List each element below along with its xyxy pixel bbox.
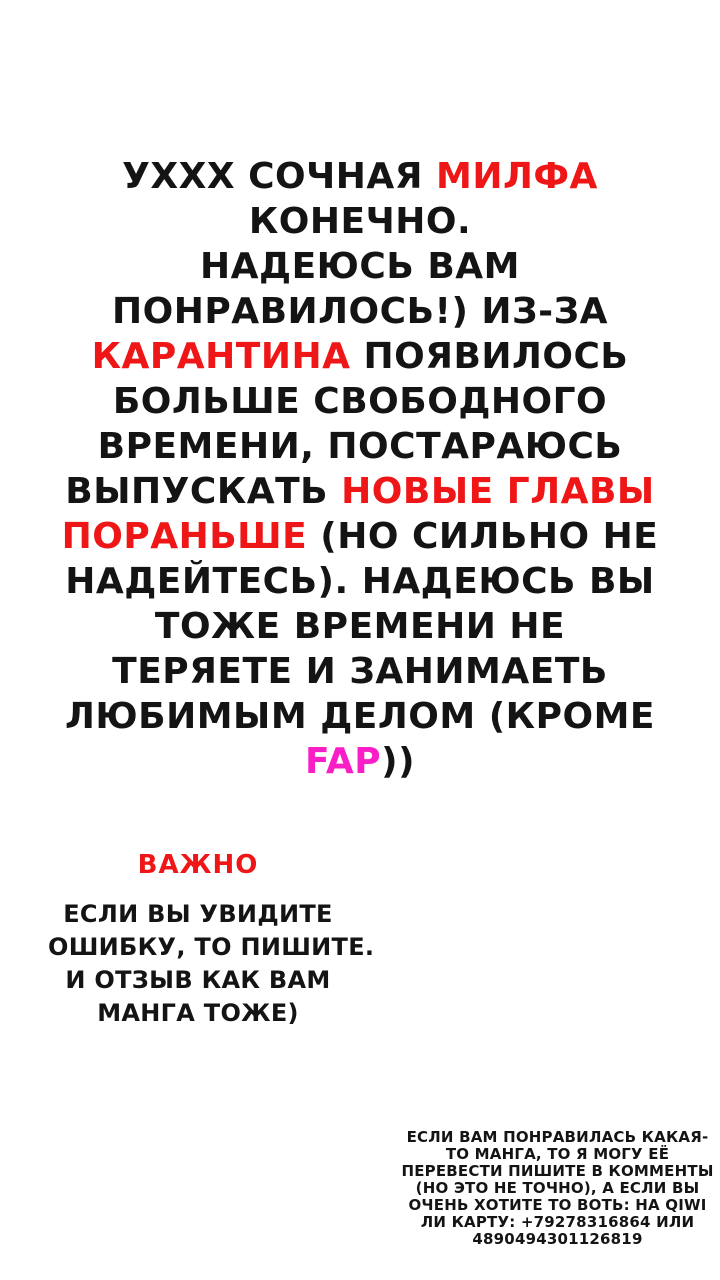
text-segment: 4890494301126819 bbox=[472, 1230, 643, 1248]
text-line bbox=[20, 469, 700, 514]
text-line bbox=[20, 694, 700, 739]
text-line bbox=[20, 559, 700, 604]
text-line bbox=[400, 1146, 715, 1163]
text-segment: ТЕРЯЕТЕ И ЗАНИМАЕТЬ bbox=[112, 651, 608, 692]
text-line bbox=[20, 154, 700, 199]
text-line bbox=[400, 1129, 715, 1146]
text-line bbox=[400, 1180, 715, 1197]
text-segment: ЛЮБИМЫМ ДЕЛОМ (КРОМЕ bbox=[64, 696, 655, 737]
text-segment: ЕСЛИ ВАМ ПОНРАВИЛАСЬ КАКАЯ- bbox=[406, 1128, 709, 1146]
text-line bbox=[48, 964, 348, 997]
text-line bbox=[20, 424, 700, 469]
important-heading: ВАЖНО bbox=[137, 850, 259, 880]
text-segment: ВЫПУСКАТЬ bbox=[65, 471, 342, 512]
text-segment: ТО МАНГА, ТО Я МОГУ ЕЁ bbox=[445, 1145, 670, 1163]
text-segment: ТОЖЕ ВРЕМЕНИ НЕ bbox=[154, 606, 566, 647]
text-segment: ПОЯВИЛОСЬ bbox=[350, 336, 629, 377]
highlight-text-segment: МИЛФА bbox=[436, 156, 598, 197]
text-line bbox=[48, 931, 375, 964]
highlight-text-segment: FAP bbox=[304, 741, 382, 782]
text-segment: НАДЕЙТЕСЬ). НАДЕЮСЬ ВЫ bbox=[65, 561, 655, 602]
text-line bbox=[48, 997, 348, 1030]
text-line bbox=[400, 1197, 715, 1214]
text-segment: УХХХ СОЧНАЯ bbox=[122, 156, 436, 197]
text-segment: БОЛЬШЕ СВОБОДНОГО bbox=[112, 381, 608, 422]
text-line bbox=[400, 1231, 715, 1248]
text-segment: КОНЕЧНО. bbox=[248, 201, 472, 242]
highlight-text-segment: ПОРАНЬШЕ bbox=[61, 516, 308, 557]
text-segment: ОШИБКУ, ТО ПИШИТЕ. bbox=[48, 933, 375, 961]
highlight-text-segment: НОВЫЕ ГЛАВЫ bbox=[341, 471, 655, 512]
text-line bbox=[20, 334, 700, 379]
text-line bbox=[20, 289, 700, 334]
text-segment: ВРЕМЕНИ, ПОСТАРАЮСЬ bbox=[97, 426, 623, 467]
text-line bbox=[20, 739, 700, 784]
text-line bbox=[48, 898, 348, 931]
text-line bbox=[20, 604, 700, 649]
text-line bbox=[20, 514, 700, 559]
text-segment: ПОНРАВИЛОСЬ!) ИЗ-ЗА bbox=[111, 291, 609, 332]
footer-note-text bbox=[400, 1129, 715, 1248]
text-line bbox=[20, 199, 700, 244]
highlight-text-segment: КАРАНТИНА bbox=[91, 336, 351, 377]
main-note-text bbox=[20, 154, 700, 784]
text-line bbox=[20, 649, 700, 694]
feedback-note-text bbox=[48, 898, 375, 1030]
text-segment: И ОТЗЫВ КАК ВАМ bbox=[65, 966, 331, 994]
text-segment: ОЧЕНЬ ХОТИТЕ ТО ВОТЬ: НА QIWI bbox=[408, 1196, 707, 1214]
text-segment: ЕСЛИ ВЫ УВИДИТЕ bbox=[63, 900, 333, 928]
text-segment: (НО СИЛЬНО НЕ bbox=[307, 516, 659, 557]
text-line bbox=[20, 244, 700, 289]
text-line bbox=[400, 1214, 715, 1231]
text-segment: (НО ЭТО НЕ ТОЧНО), А ЕСЛИ ВЫ bbox=[415, 1179, 700, 1197]
text-line bbox=[400, 1163, 715, 1180]
text-segment: НАДЕЮСЬ ВАМ bbox=[200, 246, 520, 287]
text-segment: ЛИ КАРТУ: +79278316864 ИЛИ bbox=[420, 1213, 695, 1231]
text-segment: )) bbox=[381, 741, 416, 782]
important-section bbox=[48, 848, 375, 1030]
text-line bbox=[20, 379, 700, 424]
text-segment: ПЕРЕВЕСТИ ПИШИТЕ В КОММЕНТЫ bbox=[401, 1162, 714, 1180]
text-segment: МАНГА ТОЖЕ) bbox=[97, 999, 299, 1027]
